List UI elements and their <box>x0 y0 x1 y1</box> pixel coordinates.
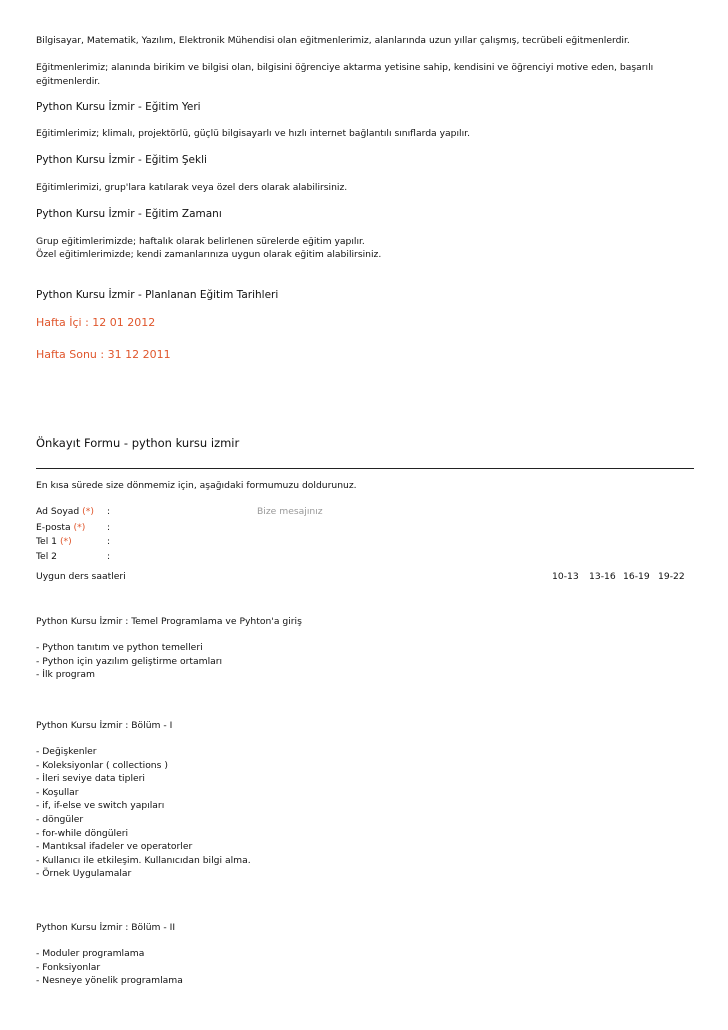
list-item: - Koşullar <box>36 786 79 798</box>
field-label-eposta: E-posta (*) <box>36 522 86 533</box>
section-title-egitim-sekli: Python Kursu İzmir - Eğitim Şekli <box>36 154 207 166</box>
hour-option[interactable]: 16-19 <box>623 571 650 582</box>
list-item: - Nesneye yönelik programlama <box>36 975 183 987</box>
hour-option[interactable]: 10-13 <box>552 571 579 582</box>
intro-paragraph-1: Bilgisayar, Matematik, Yazılım, Elektronik Mühendisi olan eğitmenlerimiz, alanlarında uzun yıllar çalışmış, tecrübeli eğitmenlerdir. <box>36 35 630 46</box>
list-item: - döngüler <box>36 813 84 825</box>
hafta-sonu-date: Hafta Sonu : 31 12 2011 <box>36 348 171 361</box>
section-text-egitim-zamani-2: Özel eğitimlerimizde; kendi zamanlarınıza uygun olarak eğitim alabilirsiniz. <box>36 249 382 260</box>
hour-option[interactable]: 19-22 <box>658 571 685 582</box>
list-item: - Kullanıcı ile etkileşim. Kullanıcıdan bilgi alma. <box>36 854 251 866</box>
required-mark: (*) <box>59 536 72 547</box>
module-title: Python Kursu İzmir : Temel Programlama ve Pyhton'a giriş <box>36 616 302 627</box>
form-divider <box>36 468 694 469</box>
hours-label: Uygun ders saatleri <box>36 571 126 582</box>
module-title: Python Kursu İzmir : Bölüm - I <box>36 720 173 731</box>
list-item: - for-while döngüleri <box>36 827 129 839</box>
intro-paragraph-2-line-1: Eğitmenlerimiz; alanında birikim ve bilgisi olan, bilgisini öğrenciye aktarma yetisine sahip, kendisini ve öğrenciyi motive eden, başarılı <box>36 62 654 73</box>
field-colon: : <box>107 551 111 562</box>
list-item: - İleri seviye data tipleri <box>36 773 145 785</box>
field-colon: : <box>107 536 111 547</box>
hour-option[interactable]: 13-16 <box>589 571 616 582</box>
section-title-egitim-tarihleri: Python Kursu İzmir - Planlanan Eğitim Tarihleri <box>36 289 279 301</box>
intro-paragraph-2-line-2: eğitmenlerdir. <box>36 76 101 87</box>
hafta-ici-date: Hafta İçi : 12 01 2012 <box>36 316 156 329</box>
list-item: - İlk program <box>36 669 95 681</box>
field-label-tel2: Tel 2 <box>36 551 58 562</box>
module-list <box>36 745 251 881</box>
list-item: - Python tanıtım ve python temelleri <box>36 642 203 653</box>
list-item: - Mantıksal ifadeler ve operatorler <box>36 841 193 853</box>
required-mark: (*) <box>73 522 86 533</box>
form-intro: En kısa sürede size dönmemiz için, aşağıdaki formumuzu doldurunuz. <box>36 480 357 491</box>
field-colon: : <box>107 506 111 517</box>
list-item: - Koleksiyonlar ( collections ) <box>36 759 168 771</box>
list-item: - Fonksiyonlar <box>36 961 101 973</box>
list-item: - Python için yazılım geliştirme ortamları <box>36 655 223 667</box>
list-item: - Örnek Uygulamalar <box>36 868 132 880</box>
section-text-egitim-zamani-1: Grup eğitimlerimizde; haftalık olarak belirlenen sürelerde eğitim yapılır. <box>36 236 365 247</box>
form-title: Önkayıt Formu - python kursu izmir <box>36 436 240 450</box>
section-text-egitim-sekli: Eğitimlerimizi, grup'lara katılarak veya özel ders olarak alabilirsiniz. <box>36 182 348 193</box>
section-text-egitim-yeri: Eğitimlerimiz; klimalı, projektörlü, güçlü bilgisayarlı ve hızlı internet bağlantılı sınıflarda yapılır. <box>36 128 470 139</box>
section-title-egitim-yeri: Python Kursu İzmir - Eğitim Yeri <box>36 101 201 113</box>
module-title: Python Kursu İzmir : Bölüm - II <box>36 922 176 933</box>
field-label-tel1: Tel 1 (*) <box>36 536 72 547</box>
module-list <box>36 641 222 682</box>
field-colon: : <box>107 522 111 533</box>
section-title-egitim-zamani: Python Kursu İzmir - Eğitim Zamanı <box>36 208 222 220</box>
message-textarea[interactable]: Bize mesajınız <box>257 506 323 517</box>
required-mark: (*) <box>82 506 94 517</box>
module-list <box>36 947 183 988</box>
field-label-ad-soyad: Ad Soyad (*) <box>36 506 94 517</box>
list-item: - Değişkenler <box>36 746 97 757</box>
list-item: - Moduler programlama <box>36 948 145 959</box>
list-item: - if, if-else ve switch yapıları <box>36 800 165 812</box>
